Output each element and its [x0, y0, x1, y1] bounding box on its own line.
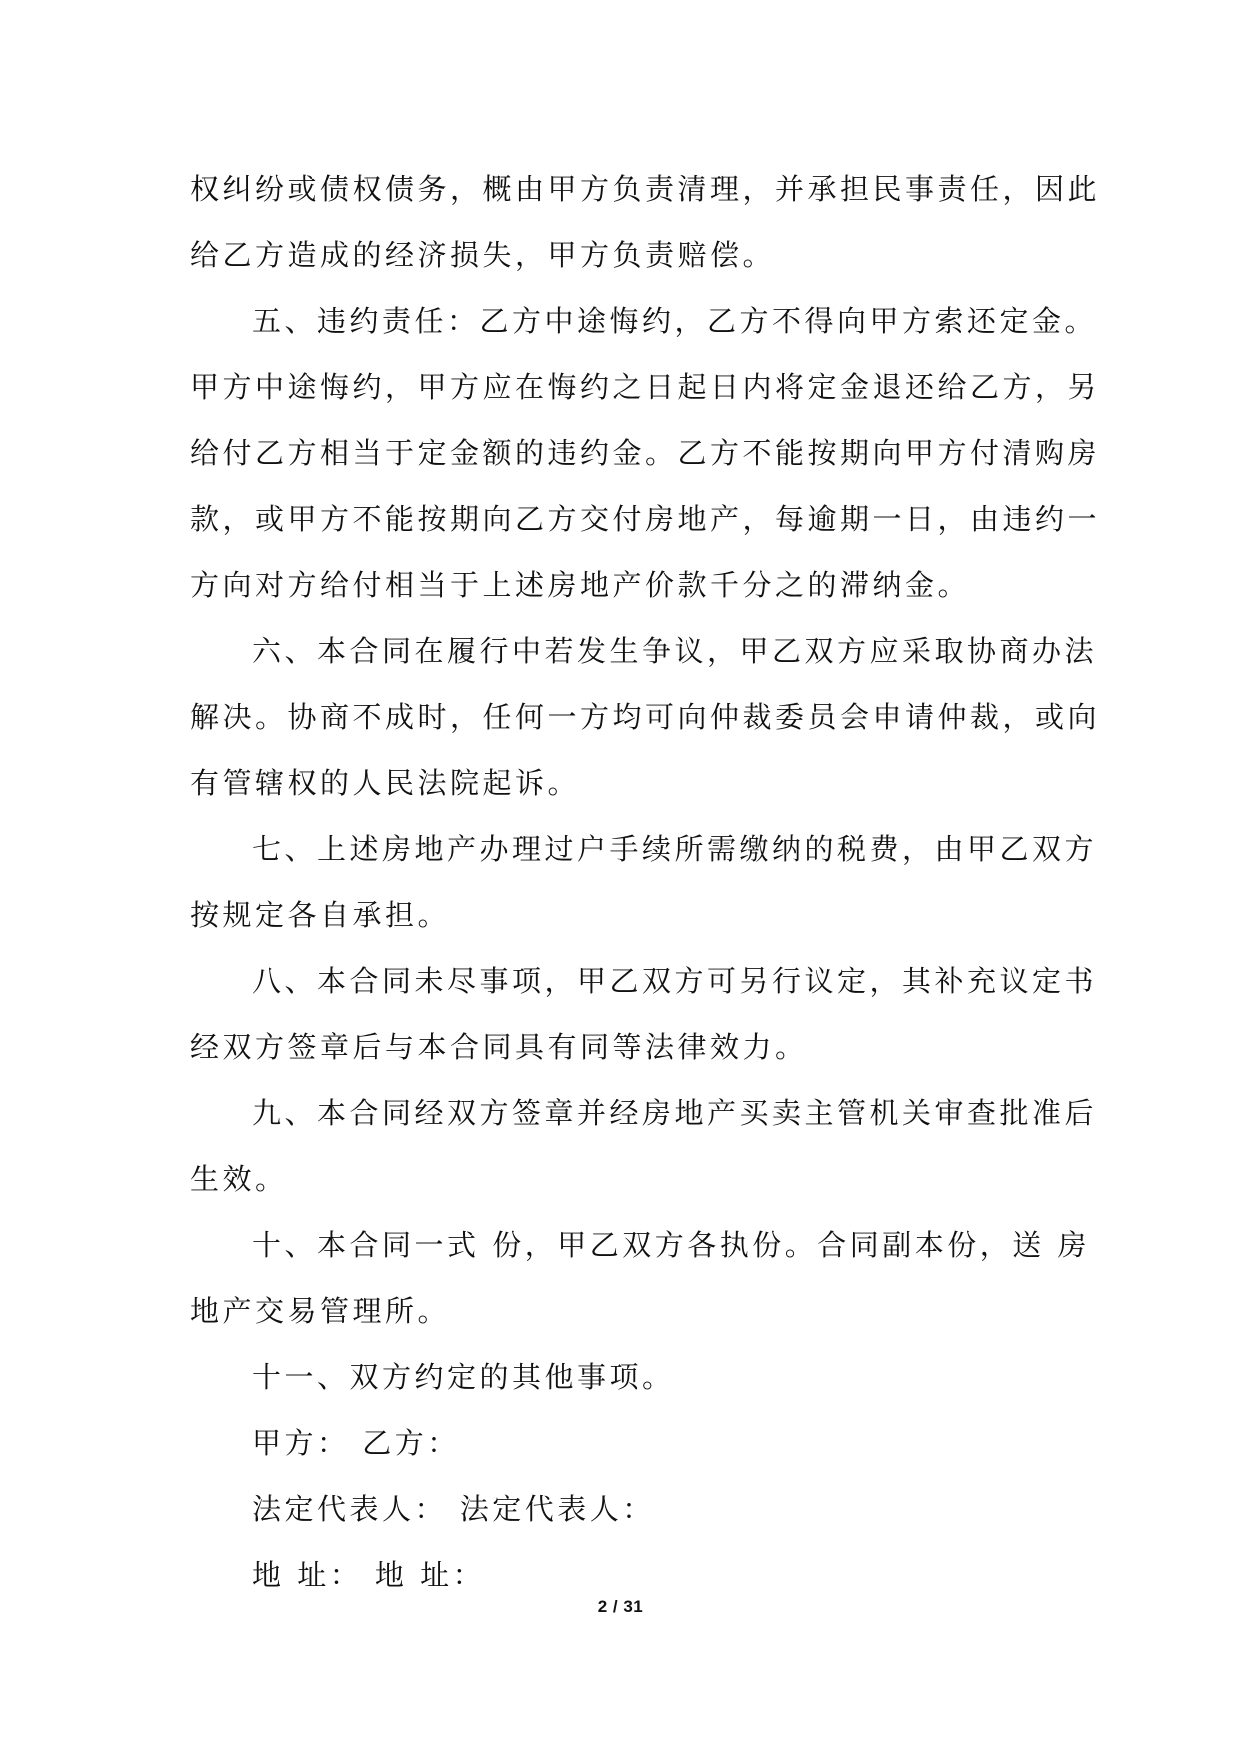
text-line: 十、本合同一式 份，甲乙双方各执份。合同副本份，送 房: [252, 1228, 1090, 1262]
text-line: 甲方中途悔约，甲方应在悔约之日起日内将定金退还给乙方，另: [190, 370, 1101, 404]
document-body: [190, 156, 1101, 1608]
text-line: 方向对方给付相当于上述房地产价款千分之的滞纳金。: [190, 568, 971, 602]
text-line: 十一、双方约定的其他事项。: [252, 1360, 675, 1394]
text-line: 五、违约责任：乙方中途悔约，乙方不得向甲方索还定金。: [252, 304, 1098, 338]
text-line: 按规定各自承担。: [190, 898, 451, 932]
text-line: 六、本合同在履行中若发生争议，甲乙双方应采取协商办法: [252, 634, 1098, 668]
text-line: 法定代表人： 法定代表人：: [252, 1492, 655, 1526]
text-line: 七、上述房地产办理过户手续所需缴纳的税费，由甲乙双方: [252, 832, 1098, 866]
text-line: 款，或甲方不能按期向乙方交付房地产，每逾期一日，由违约一: [190, 502, 1101, 536]
text-line: 九、本合同经双方签章并经房地产买卖主管机关审查批准后: [252, 1096, 1098, 1130]
text-line: 生效。: [190, 1162, 288, 1196]
text-line: 地 址： 地 址：: [252, 1558, 486, 1592]
text-line: 给付乙方相当于定金额的违约金。乙方不能按期向甲方付清购房: [190, 436, 1101, 470]
text-line: 权纠纷或债权债务，概由甲方负责清理，并承担民事责任，因此: [190, 172, 1101, 206]
text-line: 经双方签章后与本合同具有同等法律效力。: [190, 1030, 808, 1064]
text-line: 甲方： 乙方：: [252, 1426, 460, 1460]
text-line: 地产交易管理所。: [190, 1294, 451, 1328]
text-line: 解决。协商不成时，任何一方均可向仲裁委员会申请仲裁，或向: [190, 700, 1101, 734]
text-line: 给乙方造成的经济损失，甲方负责赔偿。: [190, 238, 776, 272]
page-number: 2 / 31: [597, 1597, 644, 1616]
text-line: 有管辖权的人民法院起诉。: [190, 766, 581, 800]
text-line: 八、本合同未尽事项，甲乙双方可另行议定，其补充议定书: [252, 964, 1098, 998]
